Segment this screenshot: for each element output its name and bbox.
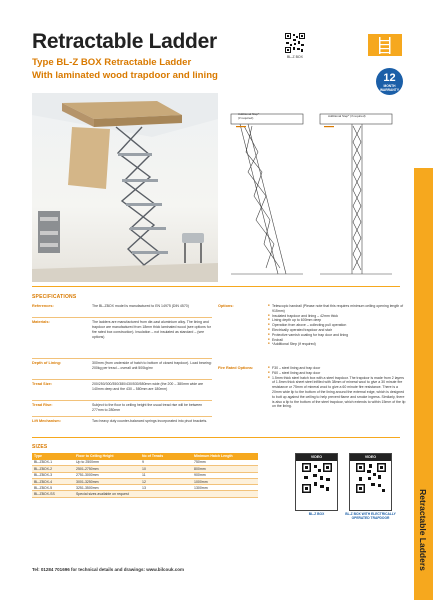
table-cell: BL-ZBOX-1	[32, 460, 74, 466]
spec-value: Subject to the floor to ceiling height the usual tread rise will be between 277mm to 280mm	[92, 403, 203, 412]
table-cell: 3251-3500mm	[74, 485, 140, 491]
option-item: ■ Electrically operated trapdoor and stair	[268, 328, 406, 333]
table-cell: 750mm	[192, 460, 258, 466]
column-header: Type	[32, 453, 74, 460]
table-cell: 900mm	[192, 472, 258, 478]
table-row	[32, 491, 258, 497]
spec-value: 300mm (from underside of hatch to bottom of closed trapdoor). Load bearing: 200kg per tread – overall unit 500kg/m²	[92, 361, 212, 370]
table-cell: Special sizes available on request	[74, 491, 258, 497]
table-cell: BL-ZBOX-4	[32, 478, 74, 484]
subtitle-line-1: Type BL-Z BOX Retractable Ladder	[32, 57, 192, 68]
option-item: ■ Telescopic handrail (Please note that this requires minimum ceiling opening length of 915mm)	[268, 304, 406, 314]
table-cell: Up to 2500mm	[74, 460, 140, 466]
sidebar-label	[416, 480, 430, 580]
sizes-heading: SIZES	[32, 444, 48, 450]
ladder-diagram	[228, 112, 398, 278]
spec-row-depth	[32, 361, 212, 378]
table-cell: 1000mm	[192, 478, 258, 484]
spec-value: The BL-ZBOX model is manufactured to EN 14975 (DIN 4570)	[92, 304, 189, 308]
table-cell: 3001-3250mm	[74, 478, 140, 484]
spec-separator	[32, 416, 212, 417]
spec-separator	[32, 400, 212, 401]
video-qr-code[interactable]	[302, 463, 332, 493]
option-item: ■ Protective varnish coating for trap door and lining	[268, 333, 406, 338]
subtitle-line-2: With laminated wood trapdoor and lining	[32, 69, 218, 81]
spec-label: Depth of Lining:	[32, 361, 62, 365]
spec-separator	[32, 317, 212, 318]
drawing-left-note: Additional Step* (if required)	[238, 112, 260, 120]
spec-label: Lift Mechanism:	[32, 419, 61, 423]
table-cell: 2751-3000mm	[74, 472, 140, 478]
option-item: ■ Insulated trapdoor and lining – 42mm thick	[268, 314, 406, 319]
page-title: Retractable Ladder	[32, 30, 217, 53]
options-list	[268, 304, 406, 347]
warranty-word: WARRANTY	[379, 88, 400, 92]
spec-row-lift-mechanism	[32, 419, 212, 431]
table-cell: 10	[140, 466, 192, 472]
qr-code-icon	[285, 33, 305, 53]
technical-drawing	[228, 112, 398, 278]
fire-rated-item: ■ F60 – steel lining and trap door	[268, 371, 406, 376]
fire-rated-label: Fire Rated Options:	[218, 366, 254, 370]
ladder-logo-icon	[368, 34, 402, 56]
spec-row-tread-rise	[32, 403, 212, 415]
qr-code-icon	[302, 463, 332, 493]
spec-label: Materials:	[32, 320, 50, 324]
fire-rated-item: ■ 1.5mm thick steel hatch box with a steel trapdoor. The trapdoor is made from 2 layers of 1.5mm thick sheet steel infilled with 38mm of mineral wool to give a 30 minute fire resistance or 75mm of mineral wool to give a 60 minute fire resistance. There is a 20mm wide lip to the bottom of the lining around the external edge, which is designed to butt up against the ceiling to help prevent flame and smoke ingress. Similarly, there is also a lip to the bottom of the steel trapdoor, which extends to within 15mm of the lip on the lining.	[268, 376, 406, 410]
column-header: Floor to Ceiling Height	[74, 453, 140, 460]
option-item: ■ Operation from above – collecting pull operation	[268, 323, 406, 328]
spec-label: Tread Rise:	[32, 403, 53, 407]
video-caption: BL-Z BOX WITH ELECTRICALLY OPERATED TRAPDOOR	[345, 512, 396, 520]
table-cell: 9	[140, 460, 192, 466]
table-cell: 13	[140, 485, 192, 491]
fire-rated-list	[268, 366, 406, 409]
table-cell: 11	[140, 472, 192, 478]
video-caption: BL-Z BOX	[308, 512, 325, 516]
sizes-divider	[32, 437, 400, 438]
video-card-electric[interactable]	[349, 453, 392, 511]
spec-divider	[32, 286, 400, 287]
video-qr-code[interactable]	[356, 463, 386, 493]
header-qr-caption: BL-Z BOX	[287, 55, 303, 59]
option-item: ■ *Additional Step (if required)	[268, 342, 406, 347]
table-cell: 1300mm	[192, 485, 258, 491]
fire-rated-item: ■ F30 – steel lining and trap door	[268, 366, 406, 371]
video-card-standard[interactable]	[295, 453, 338, 511]
specifications-heading: SPECIFICATIONS	[32, 294, 77, 300]
ladder-photo-illustration	[32, 93, 218, 282]
spec-row-references	[32, 304, 212, 318]
header-qr-code[interactable]	[285, 33, 305, 53]
table-cell: BL-ZBOX-5	[32, 485, 74, 491]
spec-label: Tread Size:	[32, 382, 53, 386]
video-label: VIDEO	[350, 454, 391, 461]
ladder-logo	[368, 34, 402, 56]
warranty-unit: MONTH	[383, 84, 396, 88]
table-cell: 800mm	[192, 466, 258, 472]
table-cell: 2501-2750mm	[74, 466, 140, 472]
spec-row-tread-size	[32, 382, 212, 399]
spec-label: References:	[32, 304, 54, 308]
column-header: No of Treads	[140, 453, 192, 460]
qr-code-icon	[356, 463, 386, 493]
options-label: Options:	[218, 304, 234, 308]
product-photo	[32, 93, 218, 282]
spec-separator	[32, 358, 212, 359]
spec-value: The ladders are manufactured from die-cast aluminium alloy. The lining and trapdoor are manufactured from 18mm thick laminated wood (see options for fire rated box construction). Insulation – not insulated as standard – (see options)	[92, 320, 211, 339]
spec-separator	[32, 379, 212, 380]
table-cell: 12	[140, 478, 192, 484]
footer-contact: Tel: 01284 701696 for technical details and drawings: www.bilcouk.com	[32, 567, 185, 572]
video-label: VIDEO	[296, 454, 337, 461]
table-cell: BL-ZBOX-SS	[32, 491, 74, 497]
table-cell: BL-ZBOX-3	[32, 472, 74, 478]
sidebar-label-text: Retractable Ladders	[418, 489, 429, 571]
sizes-table	[32, 453, 258, 498]
spec-value: 200/250/300/350/380/430/530/580mm wide (the 200 – 380mm wide are 140mm deep and the 430 – 580mm are 180mm)	[92, 382, 204, 391]
drawing-right-note: Additional Step* (if required)	[328, 114, 366, 118]
option-item: ■ Endrail	[268, 338, 406, 343]
spec-row-materials	[32, 320, 212, 358]
table-cell: BL-ZBOX-2	[32, 466, 74, 472]
page-subtitle	[32, 57, 218, 82]
column-header: Minimum Hatch Length	[192, 453, 258, 460]
warranty-badge	[376, 68, 403, 95]
option-item: ■ Lining depth up to 600mm deep	[268, 318, 406, 323]
warranty-number: 12	[383, 72, 396, 84]
spec-value: Two heavy duty counter-balanced springs incorporated into pivot brackets.	[92, 419, 208, 423]
